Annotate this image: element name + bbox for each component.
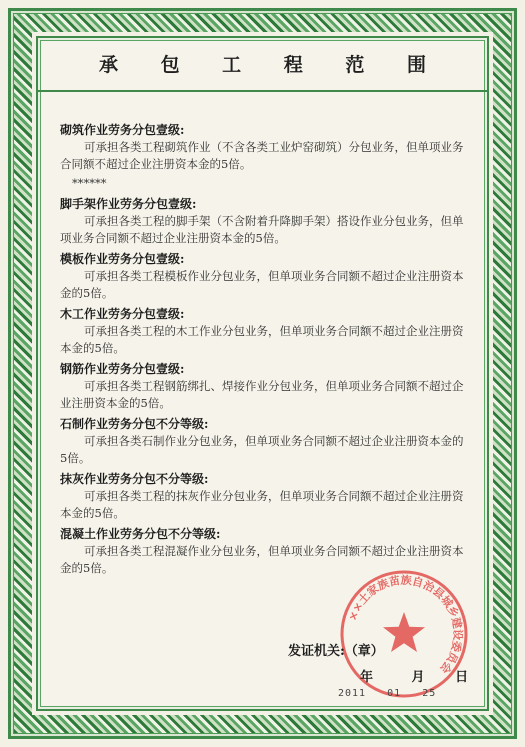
section-plastering bbox=[60, 471, 469, 522]
seal-text: ××土家族苗族自治县城乡建设委员会 bbox=[345, 573, 465, 676]
section-masonry bbox=[60, 122, 469, 173]
section-heading: 砌筑作业劳务分包壹级: bbox=[60, 123, 185, 137]
month-label: 月 bbox=[411, 670, 427, 685]
year-label: 年 bbox=[360, 670, 376, 685]
issue-year: 2011 bbox=[338, 688, 367, 699]
section-heading: 抹灰作业劳务分包不分等级: bbox=[60, 472, 209, 486]
section-formwork bbox=[60, 251, 469, 302]
issue-month: 01 bbox=[387, 688, 402, 699]
page-title: 承 包 工 程 范 围 bbox=[98, 53, 445, 76]
issue-day: 25 bbox=[422, 688, 437, 699]
section-body: 可承担各类工程的木工作业分包业务，但单项业务合同额不超过企业注册资本金的5倍。 bbox=[60, 324, 464, 355]
section-rebar bbox=[60, 361, 469, 412]
section-body: 可承担各类工程砌筑作业（不含各类工业炉窑砌筑）分包业务，但单项业务合同额不超过企业注册资本金的5倍。 bbox=[60, 140, 464, 171]
section-heading: 模板作业劳务分包壹级: bbox=[60, 252, 185, 266]
section-carpentry bbox=[60, 306, 469, 357]
section-body: 可承担各类工程的脚手架（不含附着升降脚手架）搭设作业分包业务，但单项业务合同额不超过企业注册资本金的5倍。 bbox=[60, 214, 464, 245]
section-body: 可承担各类石制作业分包业务，但单项业务合同额不超过企业注册资本金的5倍。 bbox=[60, 434, 464, 465]
section-stonework bbox=[60, 416, 469, 467]
section-body: 可承担各类工程模板作业分包业务，但单项业务合同额不超过企业注册资本金的5倍。 bbox=[60, 269, 464, 300]
section-heading: 石制作业劳务分包不分等级: bbox=[60, 417, 209, 431]
day-label: 日 bbox=[455, 670, 471, 685]
issuing-authority-label: 发证机关:（章） bbox=[288, 644, 384, 659]
section-body: 可承担各类工程钢筋绑扎、焊接作业分包业务，但单项业务合同额不超过企业注册资本金的5倍。 bbox=[60, 379, 464, 410]
scope-content bbox=[60, 118, 469, 577]
section-heading: 脚手架作业劳务分包壹级: bbox=[60, 197, 197, 211]
section-heading: 混凝土作业劳务分包不分等级: bbox=[60, 527, 221, 541]
section-body: 可承担各类工程的抹灰作业分包业务，但单项业务合同额不超过企业注册资本金的5倍。 bbox=[60, 489, 464, 520]
issue-date bbox=[338, 688, 450, 699]
section-body: 可承担各类工程混凝作业分包业务，但单项业务合同额不超过企业注册资本金的5倍。 bbox=[60, 544, 464, 575]
section-scaffold bbox=[60, 196, 469, 247]
separator: ****** bbox=[72, 176, 107, 190]
date-labels bbox=[360, 666, 470, 685]
title-row bbox=[36, 36, 489, 92]
section-heading: 木工作业劳务分包壹级: bbox=[60, 307, 185, 321]
section-heading: 钢筋作业劳务分包壹级: bbox=[60, 362, 185, 376]
